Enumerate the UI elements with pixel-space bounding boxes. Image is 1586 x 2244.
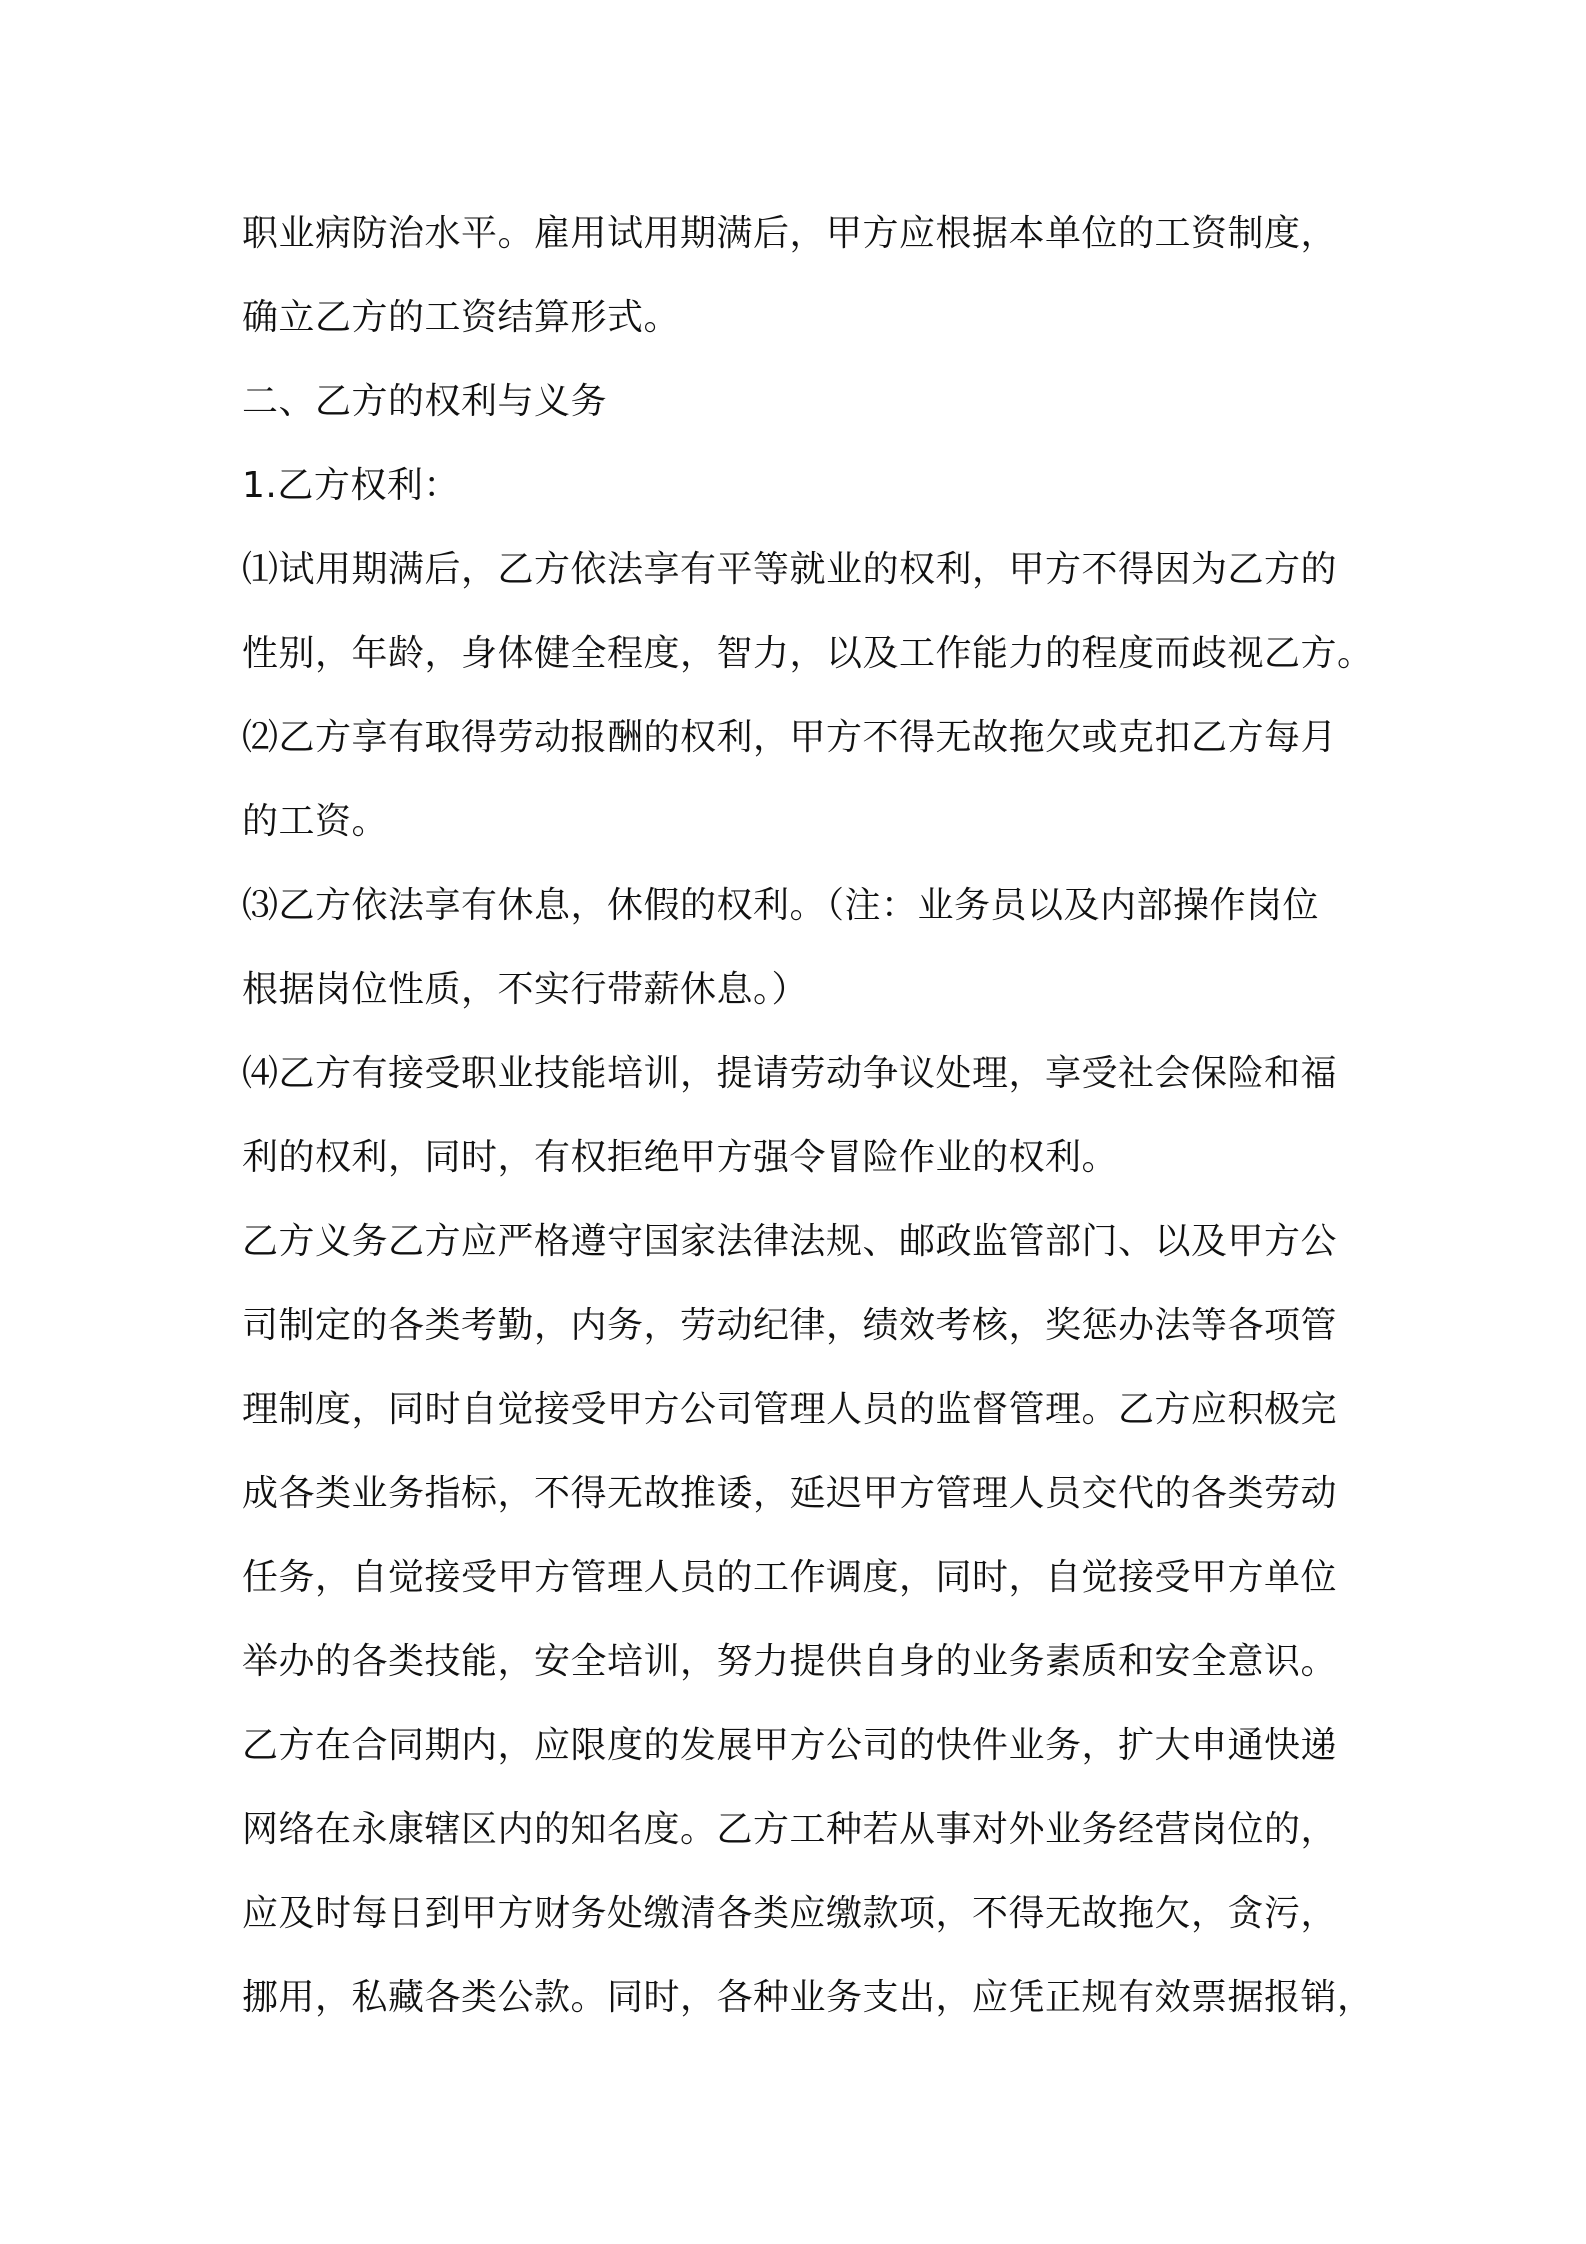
paragraph-line-15: 理制度，同时自觉接受甲方公司管理人员的监督管理。乙方应积极完: [242, 1389, 1338, 1430]
paragraph-line-9: ⑶乙方依法享有休息，休假的权利。（注：业务员以及内部操作岗位: [242, 885, 1320, 926]
paragraph-line-22: 挪用，私藏各类公款。同时，各种业务支出，应凭正规有效票据报销，: [242, 1977, 1374, 2018]
paragraph-line-17: 任务，自觉接受甲方管理人员的工作调度，同时，自觉接受甲方单位: [242, 1557, 1338, 1598]
paragraph-line-2: 确立乙方的工资结算形式。: [242, 297, 681, 338]
paragraph-line-6: 性别，年龄，身体健全程度，智力，以及工作能力的程度而歧视乙方。: [242, 633, 1374, 674]
paragraph-line-8: 的工资。: [242, 801, 389, 842]
paragraph-line-20: 网络在永康辖区内的知名度。乙方工种若从事对外业务经营岗位的，: [242, 1809, 1338, 1850]
document-body: [242, 192, 1374, 2040]
paragraph-line-21: 应及时每日到甲方财务处缴清各类应缴款项，不得无故拖欠，贪污，: [242, 1893, 1338, 1934]
paragraph-line-16: 成各类业务指标，不得无故推诿，延迟甲方管理人员交代的各类劳动: [242, 1473, 1338, 1514]
paragraph-line-13: 乙方义务乙方应严格遵守国家法律法规、邮政监管部门、以及甲方公: [242, 1221, 1338, 1262]
paragraph-line-14: 司制定的各类考勤，内务，劳动纪律，绩效考核，奖惩办法等各项管: [242, 1305, 1338, 1346]
paragraph-line-10: 根据岗位性质，不实行带薪休息。）: [242, 969, 809, 1010]
paragraph-line-7: ⑵乙方享有取得劳动报酬的权利，甲方不得无故拖欠或克扣乙方每月: [242, 717, 1338, 758]
subsection-heading: 1.乙方权利：: [242, 465, 460, 506]
paragraph-line-5: ⑴试用期满后，乙方依法享有平等就业的权利，甲方不得因为乙方的: [242, 549, 1338, 590]
paragraph-line-18: 举办的各类技能，安全培训，努力提供自身的业务素质和安全意识。: [242, 1641, 1338, 1682]
paragraph-line-19: 乙方在合同期内，应限度的发展甲方公司的快件业务，扩大申通快递: [242, 1725, 1338, 1766]
paragraph-line-1: 职业病防治水平。雇用试用期满后，甲方应根据本单位的工资制度，: [242, 213, 1338, 254]
paragraph-line-11: ⑷乙方有接受职业技能培训，提请劳动争议处理，享受社会保险和福: [242, 1053, 1338, 1094]
paragraph-line-12: 利的权利，同时，有权拒绝甲方强令冒险作业的权利。: [242, 1137, 1119, 1178]
section-heading: 二、乙方的权利与义务: [242, 381, 608, 422]
